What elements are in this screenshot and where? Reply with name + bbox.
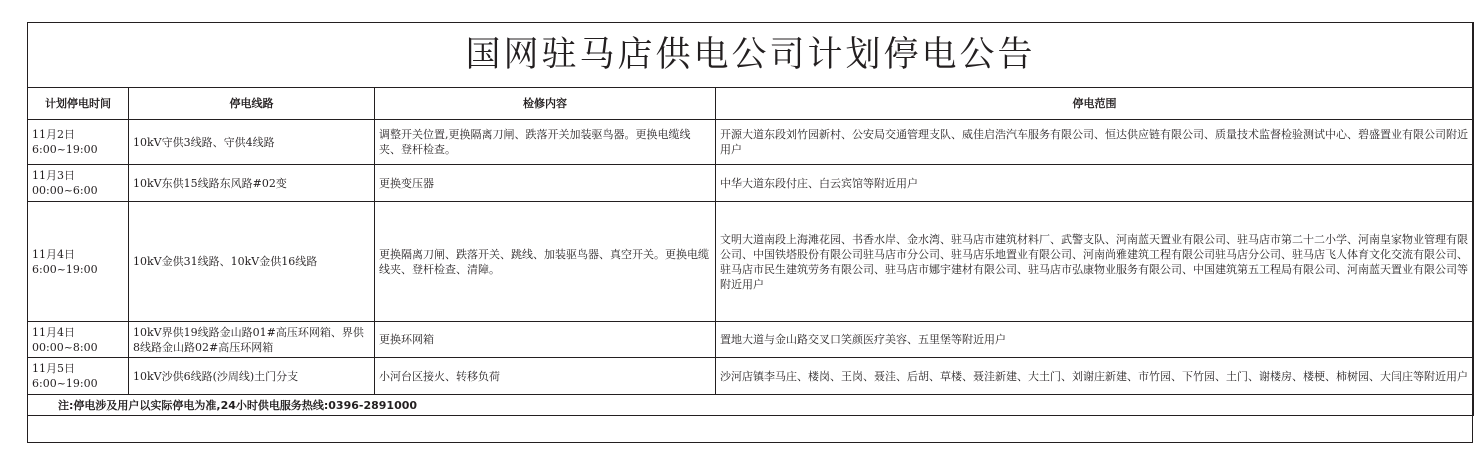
outage-time-cell [28, 202, 129, 322]
outage-scope-cell: 开源大道东段刘竹园新村、公安局交通管理支队、威佳启浩汽车服务有限公司、恒达供应链有限公司、质量技术监督检验测试中心、碧盛置业有限公司附近用户 [716, 120, 1474, 165]
work-content-cell: 小河台区接火、转移负荷 [375, 358, 716, 395]
header-time: 计划停电时间 [28, 88, 129, 120]
outage-hours: 6:00~19:00 [32, 143, 98, 156]
outage-line-cell: 10kV金供31线路、10kV金供16线路 [129, 202, 375, 322]
table-row [28, 202, 1474, 322]
note-row [28, 395, 1474, 416]
outage-line-cell: 10kV东供15线路东风路#02变 [129, 165, 375, 202]
outage-date: 11月5日 [32, 362, 75, 375]
outage-line-cell: 10kV界供19线路金山路01#高压环网箱、界供8线路金山路02#高压环网箱 [129, 322, 375, 358]
notice-title: 国网驻马店供电公司计划停电公告 [28, 23, 1474, 88]
work-content-cell: 更换环网箱 [375, 322, 716, 358]
outage-time-cell [28, 358, 129, 395]
outage-notice-table [27, 22, 1474, 416]
outage-scope-cell: 中华大道东段付庄、白云宾馆等附近用户 [716, 165, 1474, 202]
outage-hours: 6:00~19:00 [32, 377, 98, 390]
outage-line-cell: 10kV沙供6线路(沙周线)土门分支 [129, 358, 375, 395]
outage-time-cell [28, 165, 129, 202]
outage-date: 11月2日 [32, 128, 75, 141]
table-row [28, 322, 1474, 358]
outage-date: 11月4日 [32, 325, 75, 339]
outage-date: 11月4日 [32, 247, 75, 261]
service-hotline-note: 注:停电涉及用户以实际停电为准,24小时供电服务热线:0396-2891000 [28, 395, 1474, 416]
outage-hours: 00:00~8:00 [32, 340, 98, 354]
table-row [28, 358, 1474, 395]
work-content-cell: 调整开关位置,更换隔离刀闸、跌落开关加装驱鸟器。更换电缆线夹、登杆检查。 [375, 120, 716, 165]
table-row [28, 165, 1474, 202]
outage-hours: 6:00~19:00 [32, 262, 98, 276]
outage-line-cell: 10kV守供3线路、守供4线路 [129, 120, 375, 165]
outage-hours: 00:00~6:00 [32, 184, 98, 197]
work-content-cell: 更换变压器 [375, 165, 716, 202]
outage-scope-cell: 文明大道南段上海滩花园、书香水岸、金水湾、驻马店市建筑材料厂、武警支队、河南蓝天置业有限公司、驻马店市第二十二小学、河南皇家物业管理有限公司、中国铁塔股份有限公司驻马店市分公司、驻马店乐地置业有限公司、河南尚雅建筑工程有限公司驻马店分公司、驻马店飞人体育文化交流有限公司、驻马店市民生建筑劳务有限公司、驻马店市娜宇建材有限公司、驻马店市弘康物业服务有限公司、中国建筑第五工程局有限公司、河南蓝天置业有限公司等附近用户 [716, 202, 1474, 322]
outage-time-cell [28, 120, 129, 165]
header-work: 检修内容 [375, 88, 716, 120]
outage-scope-cell: 沙河店镇李马庄、楼岗、王岗、聂洼、后胡、草楼、聂洼新建、大土门、刘谢庄新建、市竹园、下竹园、土门、谢楼房、楼梗、柿树园、大闫庄等附近用户 [716, 358, 1474, 395]
header-line: 停电线路 [129, 88, 375, 120]
outage-date: 11月3日 [32, 169, 75, 182]
header-row [28, 88, 1474, 120]
outage-scope-cell: 置地大道与金山路交叉口笑颜医疗美容、五里堡等附近用户 [716, 322, 1474, 358]
table-row [28, 120, 1474, 165]
header-scope: 停电范围 [716, 88, 1474, 120]
outage-time-cell [28, 322, 129, 358]
work-content-cell: 更换隔离刀闸、跌落开关、跳线、加装驱鸟器、真空开关。更换电缆线夹、登杆检查、清障。 [375, 202, 716, 322]
